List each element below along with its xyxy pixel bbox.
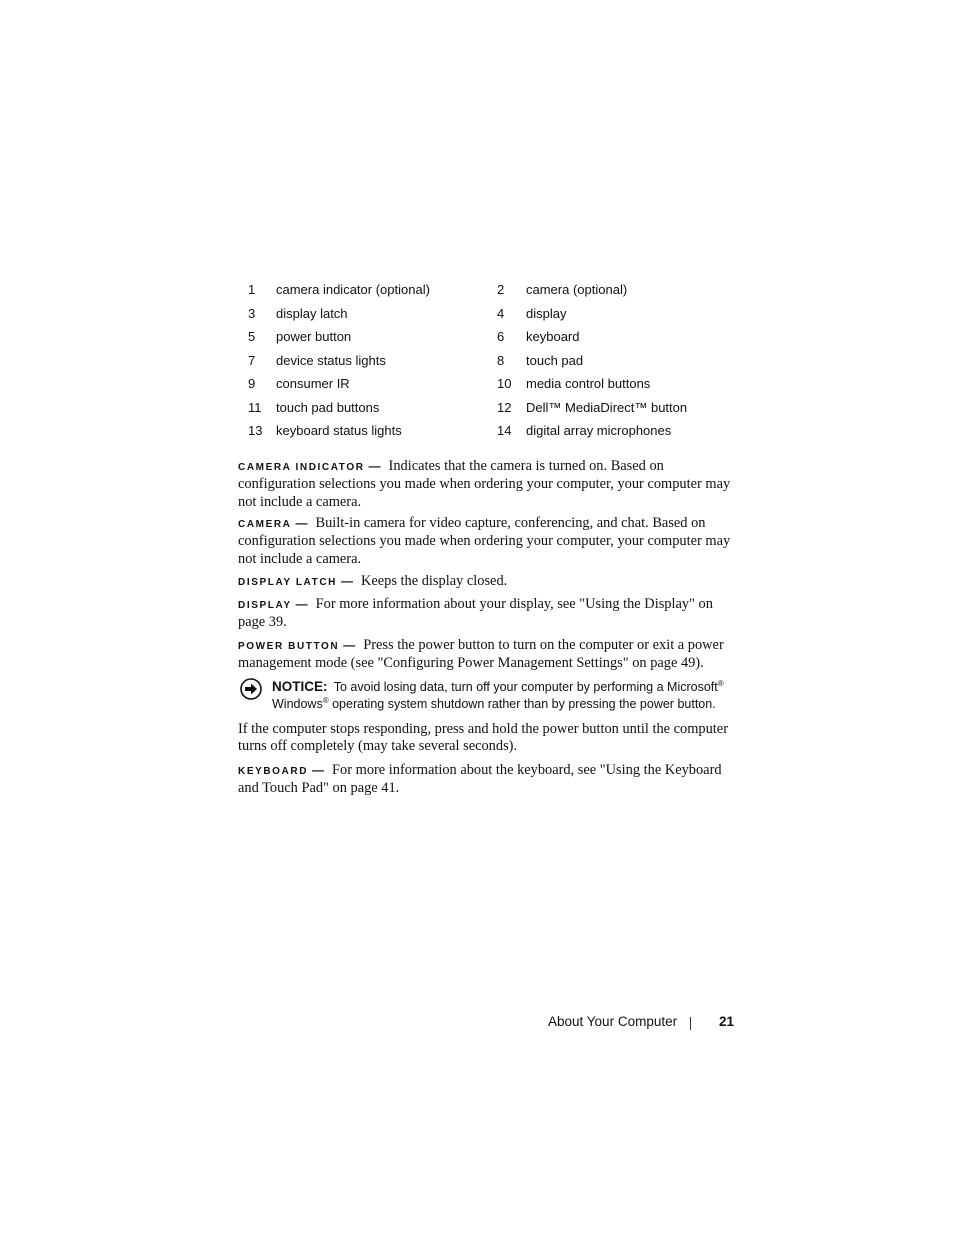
callout-label: camera (optional)	[526, 282, 628, 297]
term-heading: CAMERA INDICATOR	[238, 462, 365, 473]
paragraph-text: Built-in camera for video capture, conferencing, and chat. Based on configuration selections you made when ordering your computer, your computer may not include a camera.	[238, 515, 731, 567]
notice-arrow-icon	[240, 678, 262, 700]
page-number: 21	[719, 1014, 735, 1029]
callout-label: touch pad buttons	[276, 399, 380, 415]
em-dash: —	[343, 638, 356, 652]
callout-label: consumer IR	[276, 376, 350, 391]
callout-number: 11	[248, 399, 262, 415]
callout-label: keyboard	[526, 329, 580, 344]
callout-row	[238, 302, 738, 326]
callout-row	[238, 278, 738, 302]
footer-separator	[690, 1017, 691, 1030]
em-dash: —	[295, 516, 308, 530]
callout-row	[238, 325, 738, 349]
em-dash: —	[295, 597, 308, 611]
callout-label: power button	[276, 329, 352, 344]
callout-number: 1	[248, 282, 256, 297]
callout-table	[238, 278, 738, 443]
callout-number: 13	[248, 423, 263, 438]
display-latch-paragraph	[238, 573, 738, 591]
notice-text-part1: To avoid losing data, turn off your computer by performing a Microsoft	[333, 680, 718, 694]
callout-number: 12	[497, 399, 512, 415]
term-heading: KEYBOARD	[238, 766, 309, 777]
callout-label: display latch	[276, 305, 348, 321]
term-heading: CAMERA	[238, 519, 292, 530]
callout-number: 7	[248, 352, 256, 368]
registered-mark: ®	[717, 678, 724, 688]
em-dash: —	[312, 763, 325, 777]
paragraph-text: Keeps the display closed.	[360, 573, 508, 589]
notice-text-part3: operating system shutdown rather than by pressing the power button.	[332, 697, 716, 711]
callout-label: keyboard status lights	[276, 423, 402, 438]
callout-label: Dell™ MediaDirect™ button	[526, 399, 688, 415]
paragraph-text: Press the power button to turn on the computer or exit a power management mode (see "Configuring Power Management Settings" on page 49).	[238, 637, 724, 672]
em-dash: —	[340, 574, 353, 588]
callout-row	[238, 419, 738, 443]
callout-label: digital array microphones	[526, 423, 672, 438]
term-heading: POWER BUTTON	[238, 641, 340, 652]
notice-text	[272, 678, 742, 713]
paragraph-text: Indicates that the camera is turned on. Based on configuration selections you made when ordering your computer, your computer may not include a camera.	[238, 458, 731, 510]
callout-label: media control buttons	[526, 376, 651, 391]
callout-row	[238, 372, 738, 396]
notice-label: NOTICE:	[272, 679, 328, 694]
display-paragraph	[238, 596, 738, 632]
callout-label: camera indicator (optional)	[276, 282, 430, 297]
callout-label: display	[526, 305, 567, 321]
callout-label: device status lights	[276, 352, 386, 368]
keyboard-paragraph	[238, 762, 738, 798]
term-heading: DISPLAY	[238, 600, 292, 611]
paragraph-text: For more information about your display, see "Using the Display" on page 39.	[238, 596, 713, 631]
callout-number: 5	[248, 329, 256, 344]
notice-text-part2: Windows	[272, 697, 323, 711]
callout-number: 3	[248, 305, 256, 321]
camera-indicator-paragraph	[238, 458, 738, 511]
registered-mark: ®	[322, 695, 329, 705]
callout-number: 9	[248, 376, 256, 391]
callout-row	[238, 349, 738, 373]
term-heading: DISPLAY LATCH	[238, 577, 337, 588]
callout-number: 14	[497, 423, 512, 438]
callout-number: 4	[497, 305, 505, 321]
footer-chapter-title: About Your Computer	[548, 1014, 678, 1029]
callout-number: 2	[497, 282, 505, 297]
power-button-paragraph	[238, 637, 738, 673]
unresponsive-paragraph: If the computer stops responding, press and hold the power button until the computer turns off completely (may take several seconds).	[238, 721, 728, 755]
callout-number: 10	[497, 376, 512, 391]
callout-number: 8	[497, 352, 505, 368]
callout-number: 6	[497, 329, 505, 344]
callout-label: touch pad	[526, 352, 584, 368]
paragraph-text: For more information about the keyboard, see "Using the Keyboard and Touch Pad" on page 41.	[238, 762, 722, 797]
camera-paragraph	[238, 515, 738, 568]
callout-row	[238, 396, 738, 420]
em-dash: —	[368, 459, 381, 473]
